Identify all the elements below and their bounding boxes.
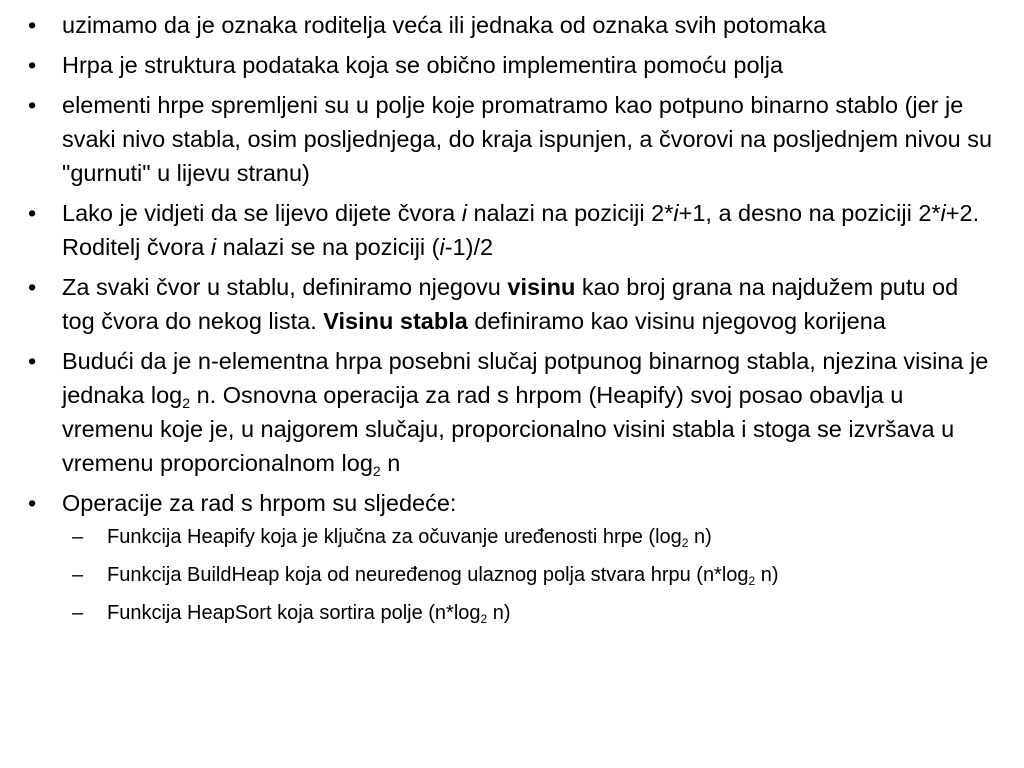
text-segment: n — [380, 450, 401, 476]
text-segment: +2. Roditelj čvora — [62, 200, 980, 260]
bullet-item — [0, 88, 1024, 190]
bullet-marker: • — [28, 200, 37, 226]
text-segment: nalazi se na poziciji ( — [216, 234, 440, 260]
text-segment: Budući da je n-elementna hrpa posebni slučaj potpunog binarnog stabla, njezina visina je jednaka log — [62, 348, 989, 408]
italic-var: i — [673, 200, 679, 226]
italic-var: i — [439, 234, 445, 260]
bullet-text — [62, 348, 989, 479]
bullet-text — [62, 12, 826, 38]
bullet-item — [0, 270, 1024, 338]
bold-term: Visinu stabla — [323, 308, 468, 334]
bullet-item — [0, 486, 1024, 628]
bullet-item — [0, 344, 1024, 480]
subscript: 2 — [748, 574, 756, 589]
bullet-marker: • — [28, 12, 37, 38]
sub-item — [62, 522, 994, 552]
sub-marker: – — [72, 526, 84, 548]
bullet-marker: • — [28, 92, 37, 118]
text-segment: +1, a desno na poziciji 2* — [678, 200, 941, 226]
sub-text — [107, 564, 779, 589]
bullet-text — [62, 274, 958, 334]
sub-text — [107, 602, 511, 627]
text-segment: uzimamo da je oznaka roditelja veća ili jednaka od oznaka svih potomaka — [62, 12, 827, 38]
subscript: 2 — [480, 612, 488, 627]
sub-marker: – — [72, 564, 84, 586]
text-segment: Funkcija HeapSort koja sortira polje (n*log — [107, 602, 481, 624]
subscript: 2 — [372, 462, 381, 479]
bullet-item — [0, 196, 1024, 264]
text-segment: Funkcija Heapify koja je ključna za očuvanje uređenosti hrpe (log — [107, 526, 682, 548]
bullet-text — [62, 490, 456, 516]
text-segment: Hrpa je struktura podataka koja se obično implementira pomoću polja — [62, 52, 784, 78]
bold-term: visinu — [507, 274, 576, 300]
italic-var: i — [210, 234, 217, 260]
sub-text — [107, 526, 712, 551]
bullet-marker: • — [28, 348, 37, 374]
text-segment: Za svaki čvor u stablu, definiramo njegovu — [62, 274, 508, 300]
text-segment: nalazi na poziciji 2* — [466, 200, 674, 226]
bullet-marker: • — [28, 274, 37, 300]
bullet-marker: • — [28, 52, 37, 78]
text-segment: Funkcija BuildHeap koja od neuređenog ulaznog polja stvara hrpu (n*log — [107, 564, 749, 586]
sub-item — [62, 560, 994, 590]
text-segment: kao broj grana na najdužem putu od tog čvora do nekog lista. — [62, 274, 959, 334]
text-segment: n) — [487, 602, 511, 624]
subscript: 2 — [182, 394, 191, 411]
bullet-text — [62, 200, 979, 260]
text-segment: -1)/2 — [444, 234, 494, 260]
sub-item — [62, 598, 994, 628]
italic-var: i — [940, 200, 946, 226]
sub-marker: – — [72, 602, 84, 624]
bullet-item — [0, 48, 1024, 82]
text-segment: Lako je vidjeti da se lijevo dijete čvora — [62, 200, 462, 226]
text-segment: Operacije za rad s hrpom su sljedeće: — [62, 490, 457, 516]
bullet-text — [62, 92, 992, 186]
bullet-text — [62, 52, 783, 78]
bullet-list — [0, 8, 1024, 636]
text-segment: elementi hrpe spremljeni su u polje koje promatramo kao potpuno binarno stablo (jer je svaki nivo stabla, osim posljednjega, do kraja ispunjen, a čvorovi na posljednjem nivou su "gurnuti" u lijevu stranu) — [62, 92, 993, 186]
text-segment: n. Osnovna operacija za rad s hrpom (Heapify) svoj posao obavlja u vremenu koje je, u najgorem slučaju, proporcionalno visini stabla i stoga se izvršava u vremenu proporcionalnom log — [62, 382, 955, 476]
text-segment: n) — [755, 564, 779, 586]
sub-list — [62, 522, 994, 628]
bullet-item — [0, 8, 1024, 42]
text-segment: definiramo kao visinu njegovog korijena — [467, 308, 886, 334]
text-segment: n) — [688, 526, 712, 548]
bullet-marker: • — [28, 490, 37, 516]
italic-var: i — [461, 200, 467, 226]
subscript: 2 — [681, 536, 689, 551]
